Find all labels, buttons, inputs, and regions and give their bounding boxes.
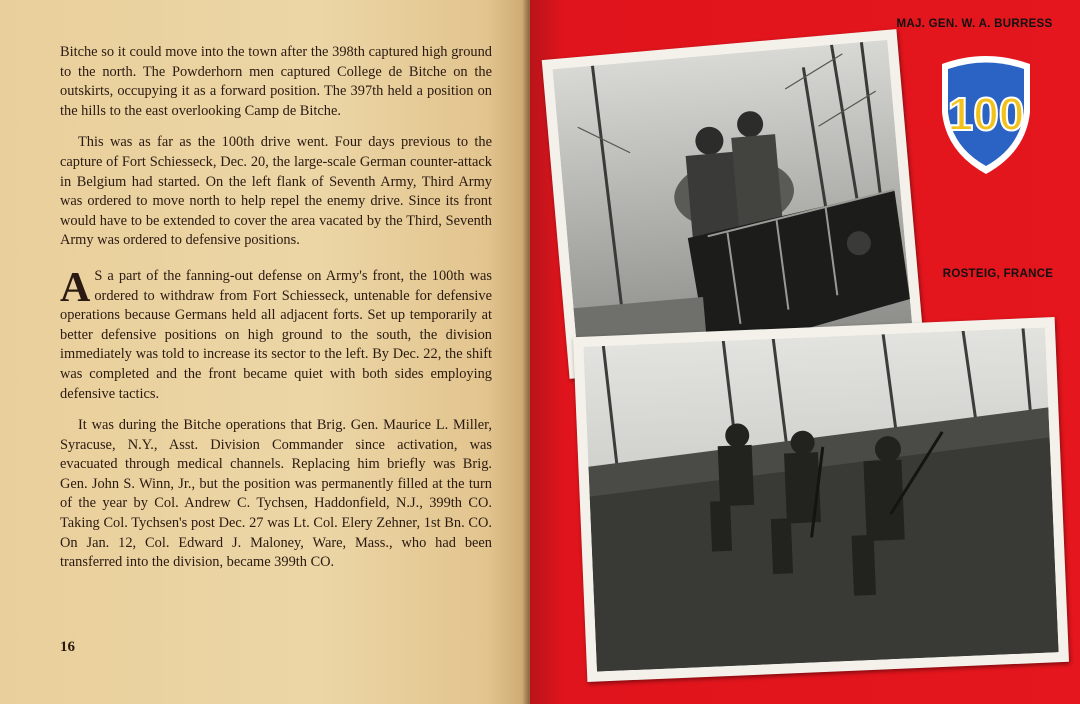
body-text <box>60 43 492 585</box>
caption-location: ROSTEIG, FRANCE <box>942 268 1054 280</box>
paragraph-3 <box>60 264 492 404</box>
photo-soldiers-hillside <box>573 317 1069 682</box>
paragraph-1: Bitche so it could move into the town after the 398th captured high ground to the north. The Powderhorn men captured College de Bitche on the outskirts, occupying it as a forward position. The 397th held a position on the hills to the east overlooking Camp de Bitche. <box>60 44 492 119</box>
paragraph-2: This was as far as the 100th drive went. Four days previous to the capture of Fort Schiesseck, Dec. 20, the large-scale German counter-attack in Belgium had started. On the left flank of Seventh Army, Third Army was ordered to move north to help repel the enemy drive. Since its front would have to be extended to cover the area vacated by the Third, Seventh Army was ordered to defensive positions. <box>60 134 492 249</box>
page-number: 16 <box>60 639 75 655</box>
insignia-number: 100 <box>947 88 1025 140</box>
division-insignia-icon <box>934 52 1038 176</box>
caption-general: MAJ. GEN. W. A. BURRESS <box>896 18 1053 30</box>
paragraph-4: It was during the Bitche operations that Brig. Gen. Maurice L. Miller, Syracuse, N.Y., Asst. Division Commander since activation, was evacuated through medical channels. Replacing him briefly was Brig. Gen. John S. Winn, Jr., but the position was permanently filled at the turn of the year by Col. Andrew C. Tychsen, Haddonfield, N.J., 399th CO. Taking Col. Tychsen's post Dec. 27 was Lt. Col. Elery Zehner, 1st Bn. CO. On Jan. 12, Col. Edward J. Maloney, Ware, Mass., who had been transferred into the division, became 399th CO. <box>60 417 492 571</box>
left-page <box>0 0 530 704</box>
paragraph-3-text: S a part of the fanning-out defense on Army's front, the 100th was ordered to withdraw from Fort Schiesseck, untenable for defensive operations because Germans held all adjacent forts. Set up temporarily at better defensive positions on high ground to the south, the division immediately was told to increase its sector to the left. By Dec. 22, the shift was completed and the front became quiet with both sides employing defensive tactics. <box>60 267 492 402</box>
drop-cap: A <box>60 264 91 311</box>
